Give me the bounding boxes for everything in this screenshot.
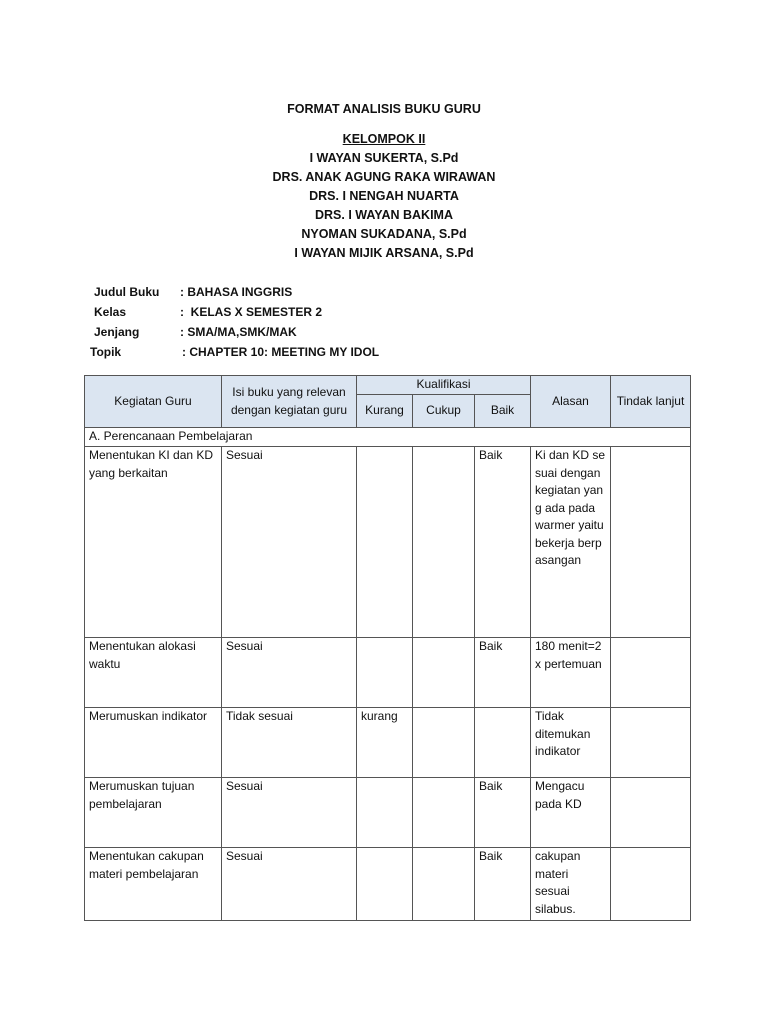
- meta-label: Judul Buku: [94, 285, 160, 299]
- cell-tindak-lanjut: [611, 447, 691, 638]
- cell-cukup: [413, 708, 475, 778]
- group-heading: KELOMPOK II: [342, 132, 426, 146]
- cell-kegiatan: Merumuskan tujuan pembelajaran: [85, 778, 222, 848]
- meta-value: : BAHASA INGGRIS: [180, 285, 293, 299]
- meta-label: Topik: [90, 345, 122, 359]
- cell-baik: Baik: [475, 848, 531, 921]
- cell-tindak-lanjut: [611, 848, 691, 921]
- table-row: [85, 447, 691, 638]
- header-tindak-lanjut: Tindak lanjut: [611, 376, 691, 428]
- cell-isi: Sesuai: [222, 638, 357, 708]
- table-row: [85, 638, 691, 708]
- member-name: DRS. I NENGAH NUARTA: [309, 189, 459, 203]
- cell-isi: Tidak sesuai: [222, 708, 357, 778]
- meta-row-jenjang: [0, 322, 768, 342]
- meta-value: : KELAS X SEMESTER 2: [180, 305, 323, 319]
- document-title: FORMAT ANALISIS BUKU GURU: [287, 102, 481, 116]
- member-name: I WAYAN MIJIK ARSANA, S.Pd: [294, 246, 474, 260]
- member-name: I WAYAN SUKERTA, S.Pd: [309, 151, 459, 165]
- cell-kurang: [357, 638, 413, 708]
- meta-row-judul: [0, 282, 768, 302]
- table-row: [85, 708, 691, 778]
- cell-cukup: [413, 778, 475, 848]
- cell-tindak-lanjut: [611, 708, 691, 778]
- cell-alasan: Mengacu pada KD: [531, 778, 611, 848]
- header-kualifikasi: Kualifikasi: [357, 376, 531, 395]
- member-name: DRS. ANAK AGUNG RAKA WIRAWAN: [272, 170, 496, 184]
- cell-kegiatan: Menentukan cakupan materi pembelajaran: [85, 848, 222, 921]
- header-kegiatan: Kegiatan Guru: [85, 376, 222, 428]
- cell-cukup: [413, 848, 475, 921]
- header-kurang: Kurang: [357, 395, 413, 428]
- member-list: [0, 149, 768, 263]
- cell-kurang: kurang: [357, 708, 413, 778]
- cell-tindak-lanjut: [611, 778, 691, 848]
- table-row: [85, 848, 691, 921]
- cell-alasan: Ki dan KD sesuai dengan kegiatan yang ada pada warmer yaitu bekerja berpasangan: [531, 447, 611, 638]
- header-isi: Isi buku yang relevan dengan kegiatan guru: [222, 376, 357, 428]
- cell-alasan: Tidak ditemukan indikator: [531, 708, 611, 778]
- cell-kurang: [357, 447, 413, 638]
- cell-tindak-lanjut: [611, 638, 691, 708]
- cell-alasan: cakupan materi sesuai silabus.: [531, 848, 611, 921]
- cell-isi: Sesuai: [222, 778, 357, 848]
- meta-row-kelas: [0, 302, 768, 322]
- section-heading: A. Perencanaan Pembelajaran: [85, 428, 691, 447]
- cell-kegiatan: Merumuskan indikator: [85, 708, 222, 778]
- cell-kegiatan: Menentukan alokasi waktu: [85, 638, 222, 708]
- header-cukup: Cukup: [413, 395, 475, 428]
- meta-value: : CHAPTER 10: MEETING MY IDOL: [182, 345, 380, 359]
- meta-row-topik: [0, 342, 768, 362]
- meta-value: : SMA/MA,SMK/MAK: [180, 325, 297, 339]
- cell-isi: Sesuai: [222, 848, 357, 921]
- cell-baik: [475, 708, 531, 778]
- cell-baik: Baik: [475, 447, 531, 638]
- cell-kurang: [357, 778, 413, 848]
- member-name: DRS. I WAYAN BAKIMA: [315, 208, 453, 222]
- meta-label: Jenjang: [94, 325, 140, 339]
- header-baik: Baik: [475, 395, 531, 428]
- cell-isi: Sesuai: [222, 447, 357, 638]
- cell-cukup: [413, 447, 475, 638]
- header-alasan: Alasan: [531, 376, 611, 428]
- cell-cukup: [413, 638, 475, 708]
- cell-baik: Baik: [475, 638, 531, 708]
- meta-label: Kelas: [94, 305, 127, 319]
- cell-kurang: [357, 848, 413, 921]
- cell-baik: Baik: [475, 778, 531, 848]
- member-name: NYOMAN SUKADANA, S.Pd: [301, 227, 467, 241]
- cell-kegiatan: Menentukan KI dan KD yang berkaitan: [85, 447, 222, 638]
- table-row: [85, 778, 691, 848]
- analysis-table: [84, 375, 691, 921]
- cell-alasan: 180 menit=2 x pertemuan: [531, 638, 611, 708]
